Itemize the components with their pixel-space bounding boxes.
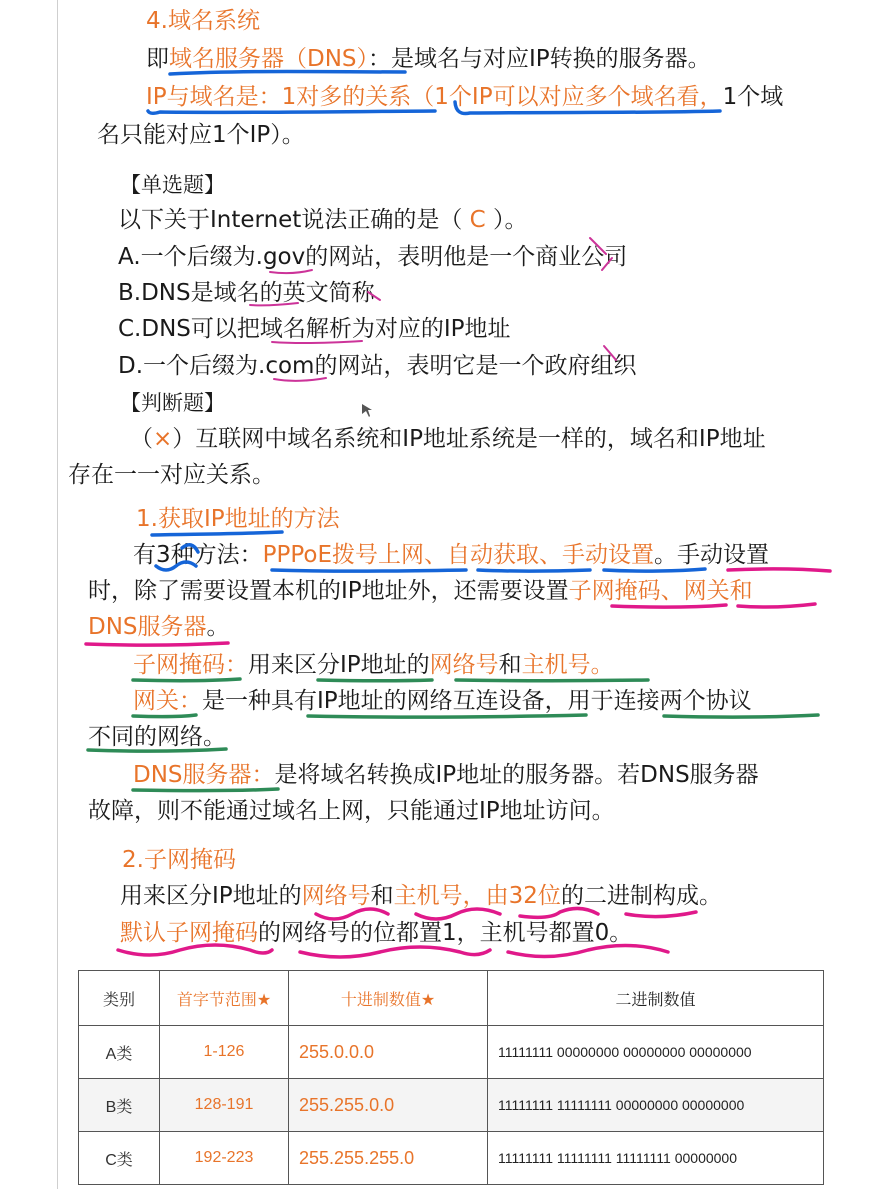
ip-methods: 有3种方法：PPPoE拨号上网、自动获取、手动设置。手动设置	[133, 542, 770, 568]
table-header-cell: 首字节范围★	[160, 971, 289, 1026]
decimal-cell: 255.255.0.0	[289, 1079, 488, 1132]
table-row	[79, 1026, 824, 1079]
section-title-get-ip: 1.获取IP地址的方法	[136, 506, 340, 532]
binary-cell: 11111111 11111111 11111111 00000000	[488, 1132, 824, 1185]
mouse-cursor-icon	[362, 404, 372, 417]
binary-cell: 11111111 00000000 00000000 00000000	[488, 1026, 824, 1079]
section-title-domain: 4.域名系统	[146, 8, 260, 34]
judge-question-cont: 存在一一对应关系。	[68, 462, 275, 488]
class-cell: A类	[79, 1026, 160, 1079]
ip-manual-setup-cont: DNS服务器。	[88, 614, 230, 640]
range-cell: 128-191	[160, 1079, 289, 1132]
quiz-option-d: D.一个后缀为.com的网站，表明它是一个政府组织	[118, 353, 637, 379]
quiz-option-a: A.一个后缀为.gov的网站，表明他是一个商业公司	[118, 244, 628, 270]
default-mask-desc: 默认子网掩码的网络号的位都置1，主机号都置0。	[120, 920, 633, 946]
quiz-option-b: B.DNS是域名的英文简称	[118, 280, 375, 306]
class-cell: B类	[79, 1079, 160, 1132]
dns-definition: 即域名服务器（DNS）：是域名与对应IP转换的服务器。	[146, 46, 711, 72]
class-cell: C类	[79, 1132, 160, 1185]
table-header-cell: 十进制数值★	[289, 971, 488, 1026]
range-cell: 1-126	[160, 1026, 289, 1079]
quiz-option-c: C.DNS可以把域名解析为对应的IP地址	[118, 316, 511, 342]
wave-network-bits	[300, 947, 490, 957]
quiz-question: 以下关于Internet说法正确的是（ C ）。	[118, 207, 528, 233]
judge-question: （×）互联网中域名系统和IP地址系统是一样的，域名和IP地址	[130, 426, 766, 452]
underline-distinguish	[318, 680, 432, 681]
table-header-cell: 二进制数值	[488, 971, 824, 1026]
table-row	[79, 1132, 824, 1185]
table-header-row	[79, 971, 824, 1026]
dns-server-definition-cont: 故障，则不能通过域名上网，只能通过IP地址访问。	[88, 798, 615, 824]
subnet-mask-desc: 用来区分IP地址的网络号和主机号，由32位的二进制构成。	[120, 883, 722, 909]
page-margin-line	[57, 0, 58, 1189]
underline-dns-server	[86, 643, 228, 645]
ip-domain-relation: IP与域名是：1对多的关系（1个IP可以对应多个域名看，1个域	[146, 84, 784, 110]
underline-pppoe	[272, 570, 466, 571]
decimal-cell: 255.0.0.0	[289, 1026, 488, 1079]
section-title-subnet-mask: 2.子网掩码	[122, 847, 236, 873]
dns-server-definition: DNS服务器：是将域名转换成IP地址的服务器。若DNS服务器	[133, 762, 759, 788]
binary-cell: 11111111 11111111 00000000 00000000	[488, 1079, 824, 1132]
ip-manual-setup: 时，除了需要设置本机的IP地址外，还需要设置子网掩码、网关和	[88, 578, 753, 604]
decimal-cell: 255.255.255.0	[289, 1132, 488, 1185]
wave-binary	[626, 912, 696, 917]
subnet-mask-table	[78, 970, 824, 1185]
judge-heading: 【判断题】	[120, 391, 225, 415]
range-cell: 192-223	[160, 1132, 289, 1185]
single-choice-heading: 【单选题】	[120, 173, 225, 197]
ip-domain-relation-cont: 名只能对应1个IP）。	[97, 122, 305, 148]
underline-auto	[478, 570, 590, 571]
underline-net-host	[456, 680, 648, 681]
gateway-definition-cont: 不同的网络。	[88, 724, 226, 750]
gateway-definition: 网关：是一种具有IP地址的网络互连设备，用于连接两个协议	[133, 688, 752, 714]
table-header-cell: 类别	[79, 971, 160, 1026]
table-row	[79, 1079, 824, 1132]
subnet-definition: 子网掩码：用来区分IP地址的网络号和主机号。	[133, 652, 614, 678]
